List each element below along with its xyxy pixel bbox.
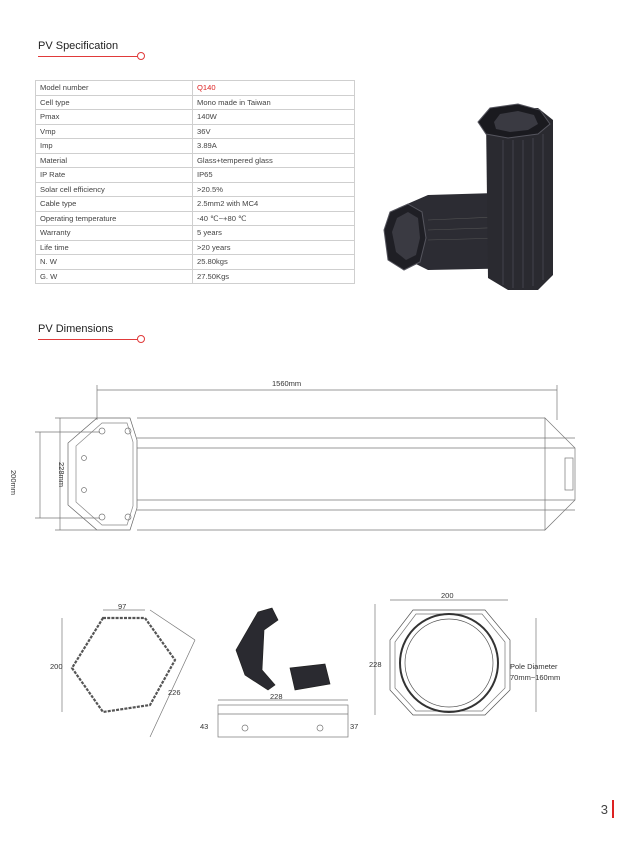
spec-value: Mono made in Taiwan: [193, 95, 355, 110]
spec-value: Q140: [193, 81, 355, 96]
clamp-height-label: 228: [369, 660, 382, 669]
spec-key: G. W: [36, 269, 193, 284]
spec-value: 36V: [193, 124, 355, 139]
height-outer-label: 200mm: [9, 470, 18, 496]
bracket-right-label: 37: [350, 722, 359, 731]
spec-key: Material: [36, 153, 193, 168]
hexagon-drawing: [62, 610, 195, 737]
spec-value: Glass+tempered glass: [193, 153, 355, 168]
spec-key: Cell type: [36, 95, 193, 110]
spec-key: Pmax: [36, 110, 193, 125]
spec-key: N. W: [36, 255, 193, 270]
height-inner-label: 228mm: [57, 462, 66, 488]
bracket-width-label: 228: [270, 692, 283, 701]
page-number: 3: [600, 802, 608, 817]
spec-value: 140W: [193, 110, 355, 125]
spec-value: >20.5%: [193, 182, 355, 197]
pole-range-label: 70mm~160mm: [510, 673, 561, 682]
spec-value: >20 years: [193, 240, 355, 255]
spec-key: Imp: [36, 139, 193, 154]
bracket-left-label: 43: [200, 722, 209, 731]
spec-value: 2.5mm2 with MC4: [193, 197, 355, 212]
hex-side-label: 97: [118, 602, 127, 611]
spec-key: Cable type: [36, 197, 193, 212]
spec-value: -40 ℃~+80 ℃: [193, 211, 355, 226]
spec-key: Life time: [36, 240, 193, 255]
spec-value: 5 years: [193, 226, 355, 241]
clamp-drawing: [375, 600, 536, 715]
hex-diag-label: 226: [168, 688, 181, 697]
spec-key: Operating temperature: [36, 211, 193, 226]
spec-section-title: PV Specification: [38, 40, 119, 52]
bracket-drawing: [218, 608, 348, 737]
spec-key: Vmp: [36, 124, 193, 139]
length-label: 1560mm: [272, 379, 302, 388]
spec-value: 27.50Kgs: [193, 269, 355, 284]
hex-width-label: 200: [50, 662, 63, 671]
pole-diameter-label: Pole Diameter: [510, 662, 558, 671]
side-view-drawing: [35, 385, 575, 530]
spec-key: Solar cell efficiency: [36, 182, 193, 197]
clamp-width-label: 200: [441, 591, 454, 600]
spec-value: 3.89A: [193, 139, 355, 154]
spec-key: Model number: [36, 81, 193, 96]
page-accent-bar: [612, 800, 614, 818]
spec-key: IP Rate: [36, 168, 193, 183]
spec-key: Warranty: [36, 226, 193, 241]
spec-value: IP65: [193, 168, 355, 183]
spec-value: 25.80kgs: [193, 255, 355, 270]
dim-section-title: PV Dimensions: [38, 323, 114, 335]
